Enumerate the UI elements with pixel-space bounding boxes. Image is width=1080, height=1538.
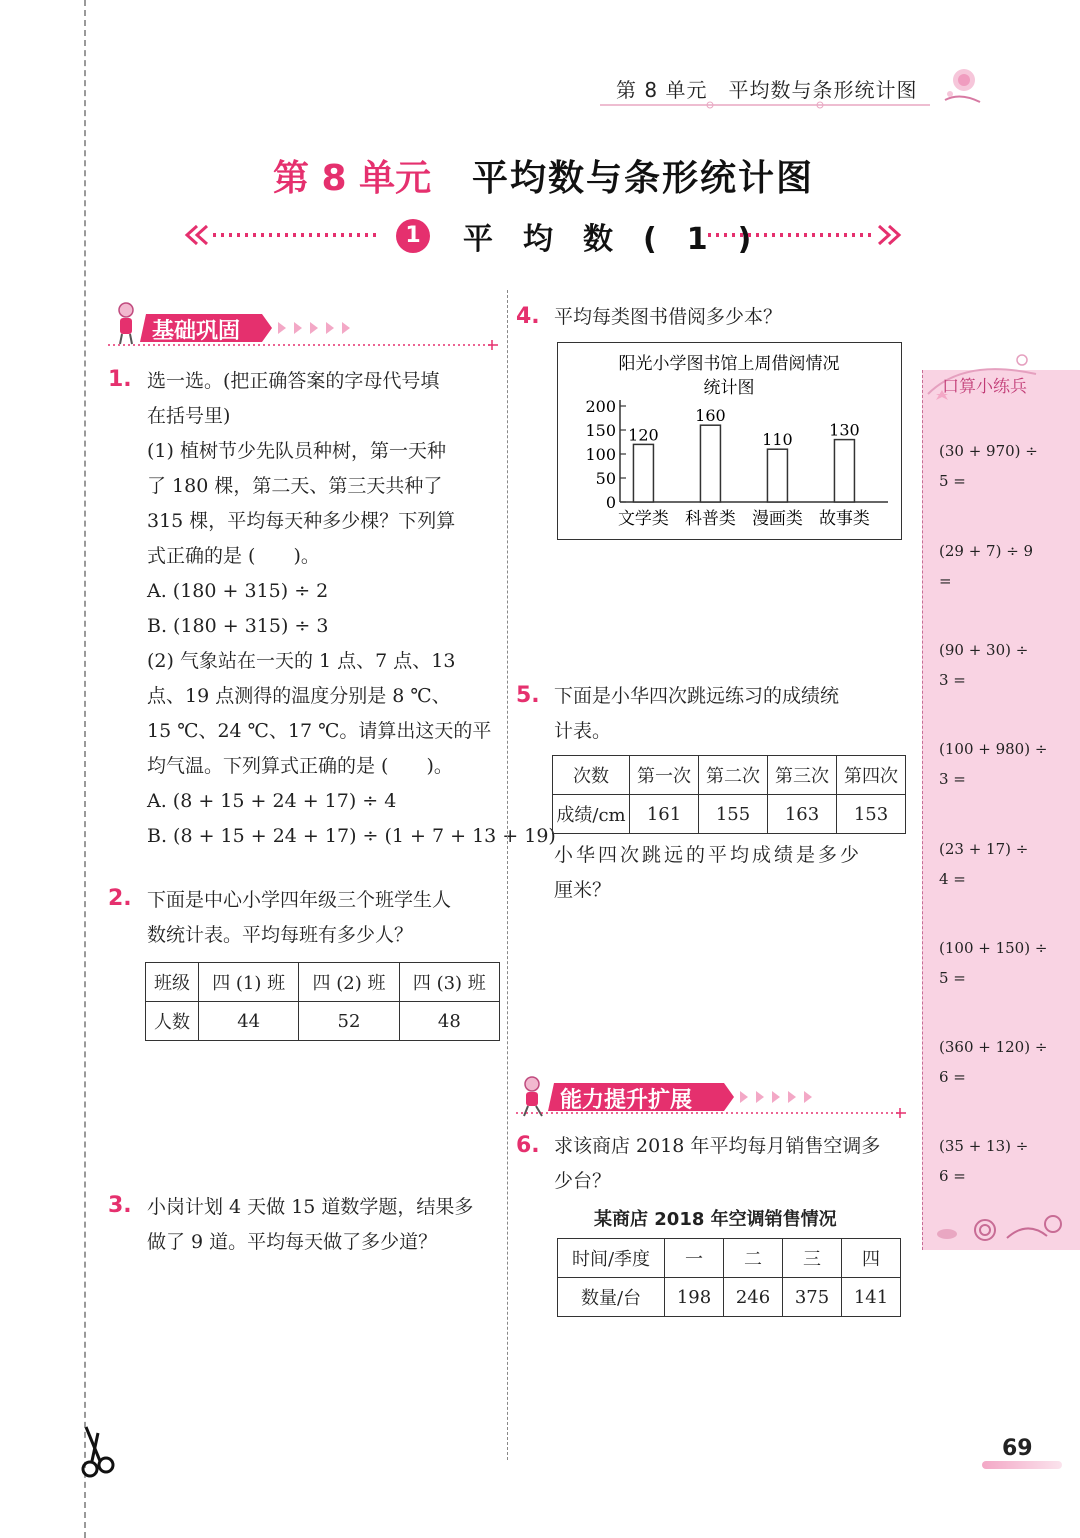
category-label: 故事类 [818,509,870,529]
chart-title-line-2: 统计图 [703,378,755,398]
column-divider [507,290,508,1460]
question-line: 15 ℃、24 ℃、17 ℃。请算出这天的平 [147,720,492,742]
cut-line [84,0,86,1538]
question-line: 求该商店 2018 年平均每月销售空调多 [554,1135,881,1157]
table-row [558,1239,901,1278]
math-expression: (30 + 970) ÷ [939,442,1038,460]
question-line: 计表。 [554,720,612,742]
scissors-icon [78,1425,122,1485]
table-cell: 第四次 [837,756,906,795]
question-1-number: 1. [108,367,132,392]
question-line: 下面是中心小学四年级三个班学生人 [147,889,452,911]
lesson-number-badge: 1 [396,219,430,253]
question-line: 点、19 点测得的温度分别是 8 ℃、 [147,685,451,707]
class-size-table [145,962,500,1041]
flower-decoration-icon [940,64,986,110]
table-cell: 153 [837,795,906,834]
table-cell: 二 [724,1239,783,1278]
math-expression: (100 + 980) ÷ [939,740,1048,758]
option-a: A. (180 + 315) ÷ 2 [147,580,329,602]
bar [767,449,787,502]
table-cell: 班级 [146,963,199,1002]
math-expression: (23 + 17) ÷ [939,840,1029,858]
right-arrow-decoration-icon [703,220,903,250]
y-tick-label: 100 [585,445,616,464]
table-cell: 人数 [146,1002,199,1041]
table-cell: 次数 [553,756,630,795]
mental-math-item [939,734,1047,794]
question-6 [554,1129,909,1199]
y-tick-label: 0 [605,493,616,512]
question-3-number: 3. [108,1193,132,1218]
table-cell: 一 [665,1239,724,1278]
y-tick-label: 50 [595,469,616,488]
mental-math-item [939,536,1033,596]
left-arrow-decoration-icon [183,220,383,250]
question-line: 下面是小华四次跳远练习的成绩统 [554,685,840,707]
math-equals: 4 = [939,870,966,888]
mental-math-item [939,436,1038,496]
table-cell: 第三次 [768,756,837,795]
long-jump-table [552,755,906,834]
question-line: 小华四次跳远的平均成绩是多少 [554,844,863,866]
question-2 [147,883,502,953]
table-row [558,1278,901,1317]
table-row [146,1002,500,1041]
mental-math-item [939,635,1028,695]
header-underline [600,101,930,109]
bar [700,425,720,502]
mental-math-item [939,1131,1028,1191]
mental-math-item [939,834,1028,894]
question-line: (1) 植树节少先队员种树，第一天种 [147,440,446,462]
table-cell: 时间/季度 [558,1239,665,1278]
math-equals: 5 = [939,969,966,987]
y-tick-label: 150 [585,421,616,440]
question-5-followup [554,838,909,908]
table-row [146,963,500,1002]
table-row [553,795,906,834]
bar-value-label: 120 [628,425,659,445]
question-line: 厘米？ [554,879,612,901]
y-tick-label: 200 [585,397,616,416]
lesson-title: 平均数(1) [463,222,782,257]
book-borrowing-chart [557,342,902,540]
table-caption: 某商店 2018 年空调销售情况 [594,1209,837,1230]
table-row [553,756,906,795]
page-number: 69 [1002,1436,1033,1461]
question-4 [554,300,782,335]
question-line: 选一选。(把正确答案的字母代号填 [147,370,440,392]
question-line: (2) 气象站在一天的 1 点、7 点、13 [147,650,456,672]
table-cell: 44 [199,1002,299,1041]
math-equals: 3 = [939,770,966,788]
bar [633,444,653,502]
math-equals: 6 = [939,1068,966,1086]
table-cell: 三 [783,1239,842,1278]
table-cell: 四 (1) 班 [199,963,299,1002]
mental-math-sidebar [922,370,1080,1250]
math-equals: 3 = [939,671,966,689]
question-3 [147,1190,502,1260]
table-cell: 48 [399,1002,499,1041]
advanced-section-divider [516,1108,908,1118]
category-label: 文学类 [617,509,669,529]
math-equals: 6 = [939,1167,966,1185]
page-number-bar [982,1461,1062,1469]
table-cell: 第一次 [630,756,699,795]
running-header: 第 8 单元 平均数与条形统计图 [616,78,918,102]
table-cell: 第二次 [699,756,768,795]
option-b: B. (180 + 315) ÷ 3 [147,615,329,637]
category-label: 漫画类 [751,509,803,529]
bar-value-label: 110 [762,430,793,450]
table-cell: 161 [630,795,699,834]
math-expression: (90 + 30) ÷ [939,641,1029,659]
math-expression: (100 + 150) ÷ [939,939,1048,957]
question-line: 在括号里) [147,405,231,427]
question-line: 均气温。下列算式正确的是 ( )。 [147,755,453,777]
ac-sales-table [557,1238,901,1317]
table-cell: 52 [299,1002,399,1041]
bar [834,440,854,502]
bar-value-label: 160 [695,406,726,426]
question-2-number: 2. [108,886,132,911]
basic-section-divider [108,340,500,350]
question-line: 平均每类图书借阅多少本？ [554,306,783,328]
bar-chart [558,343,901,539]
table-cell: 163 [768,795,837,834]
bar-value-label: 130 [829,420,860,440]
page-title: 平均数与条形统计图 [472,158,815,199]
option-b: B. (8 + 15 + 24 + 17) ÷ (1 + 7 + 13 + 19) [147,825,556,847]
question-line: 了 180 棵，第二天、第三天共种了 [147,475,443,497]
question-5-number: 5. [516,683,540,708]
question-1 [147,364,556,854]
sidebar-title: 口算小练兵 [942,377,1027,397]
chart-title-line-1: 阳光小学图书馆上周借阅情况 [618,354,840,374]
question-line: 315 棵，平均每天种多少棵？下列算 [147,510,456,532]
question-line: 式正确的是 ( )。 [147,545,320,567]
mental-math-item [939,933,1047,993]
mental-math-item [939,1032,1047,1092]
question-line: 做了 9 道。平均每天做了多少道？ [147,1231,438,1253]
question-line: 少台？ [554,1170,612,1192]
table-cell: 375 [783,1278,842,1317]
table-cell: 246 [724,1278,783,1317]
table-cell: 198 [665,1278,724,1317]
math-expression: (35 + 13) ÷ [939,1137,1029,1155]
math-expression: (29 + 7) ÷ 9 [939,542,1034,560]
question-line: 数统计表。平均每班有多少人？ [147,924,414,946]
advanced-section-label: 能力提升扩展 [560,1088,693,1113]
unit-label: 第 8 单元 [273,158,432,199]
table-cell: 四 (3) 班 [399,963,499,1002]
category-label: 科普类 [684,509,736,529]
question-5 [554,679,909,749]
table-cell: 成绩/cm [553,795,630,834]
table-cell: 四 [842,1239,901,1278]
math-equals: = [939,572,952,590]
table-cell: 数量/台 [558,1278,665,1317]
table-cell: 155 [699,795,768,834]
basic-section-label: 基础巩固 [152,319,241,344]
table-cell: 四 (2) 班 [299,963,399,1002]
question-line: 小岗计划 4 天做 15 道数学题，结果多 [147,1196,474,1218]
snail-flower-decoration-icon [927,1210,1077,1246]
math-equals: 5 = [939,472,966,490]
math-expression: (360 + 120) ÷ [939,1038,1048,1056]
question-6-number: 6. [516,1133,540,1158]
question-4-number: 4. [516,304,540,329]
table-cell: 141 [842,1278,901,1317]
option-a: A. (8 + 15 + 24 + 17) ÷ 4 [147,790,397,812]
